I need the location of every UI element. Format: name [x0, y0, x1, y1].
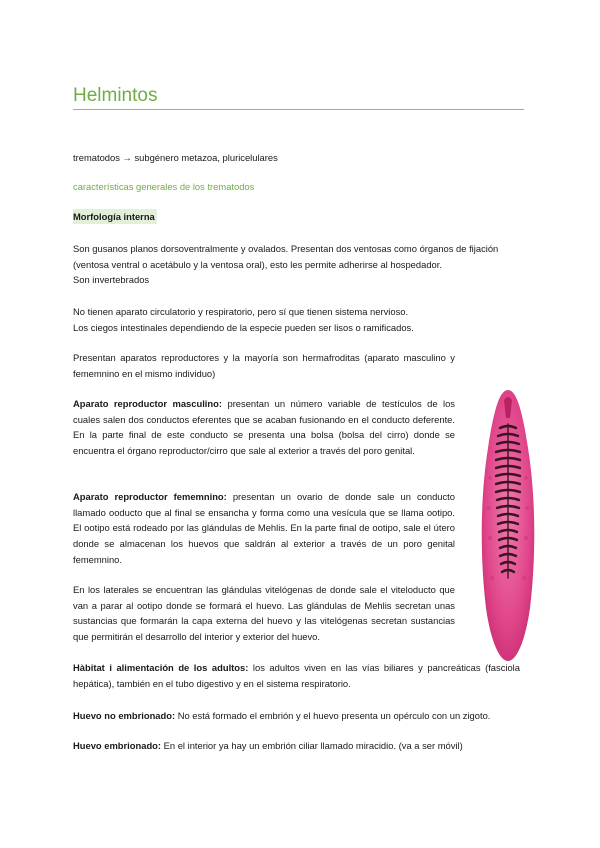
paragraph-unembryonated-egg	[73, 708, 520, 724]
embryonated-egg-label: Huevo embrionado:	[73, 740, 162, 751]
intro-line: trematodos → subgénero metazoa, pluricelulares	[73, 152, 278, 163]
paragraph-female-apparatus	[73, 489, 455, 568]
habitat-label: Hàbitat i alimentación de los adultos:	[73, 662, 249, 673]
unembryonated-egg-text: No está formado el embrión y el huevo presenta un opérculo con un zigoto.	[175, 710, 491, 721]
paragraph-vitelline-glands: En los laterales se encuentran las glándulas vitelógenas de donde sale el viteloducto que van a parar al ootipo donde se formará el huevo. Las glándulas de Mehlis secretan unas sustancias que formarán la capa externa del huevo y las vitelógenas secretan sustancias que permitirán el desarrollo del interior y exterior del huevo.	[73, 584, 455, 643]
paragraph-invertebrates: Son invertebrados	[73, 274, 150, 286]
paragraph-morphology-text: Son gusanos planos dorsoventralmente y ovalados. Presentan dos ventosas como órganos de fijación (ventosa ventral o acetábulo y la ventosa oral), esto les permite adherirse al hospedador.	[73, 243, 499, 270]
page-title: Helmintos	[73, 84, 158, 106]
paragraph-male-apparatus	[73, 396, 455, 459]
paragraph-systems-line2: Los ciegos intestinales dependiendo de la especie pueden ser lisos o ramificados.	[73, 321, 414, 333]
paragraph-systems-line1: No tienen aparato circulatorio y respiratorio, pero sí que tienen sistema nervioso.	[73, 306, 409, 317]
title-divider	[73, 109, 524, 110]
unembryonated-egg-label: Huevo no embrionado:	[73, 710, 176, 721]
trematode-specimen-image	[478, 388, 538, 663]
embryonated-egg-text: En el interior ya hay un embrión ciliar llamado miracidio. (va a ser móvil)	[161, 740, 463, 751]
section-label	[73, 209, 520, 225]
male-apparatus-text: presentan un número variable de testículos de los cuales salen dos conductos eferentes que se acaban fusionando en el conducto deferente. En la parte final de este conducto se presenta una bolsa (bolsa del cirro) donde se encuentra el órgano reproductor/cirro que sale al exterior a través del poro genital.	[73, 398, 455, 457]
paragraph-reproduction: Presentan aparatos reproductores y la mayoría son hermafroditas (aparato masculino y fememnino en el mismo individuo)	[73, 352, 455, 379]
habitat-text: los adultos viven en las vías biliares y pancreáticas (fasciola hepática), también en el tubo digestivo y en el sistema respiratorio.	[73, 662, 520, 689]
paragraph-embryonated-egg	[73, 738, 520, 754]
section-subheading: características generales de los trematodos	[73, 181, 255, 192]
male-apparatus-label: Aparato reproductor masculino:	[73, 398, 222, 409]
paragraph-systems	[73, 304, 520, 335]
paragraph-habitat	[73, 660, 520, 691]
section-label-text: Morfología interna	[73, 211, 155, 222]
paragraph-morphology	[73, 241, 520, 288]
female-apparatus-text: presentan un ovario de donde sale un conducto llamado ooducto que al final se ensancha y forma como una vesícula que se llama ootipo. El ootipo está rodeado por las glándulas de Mehlis. En la parte final de ootipo, sale el útero donde se almacenan los huevos que saldrán al exterior a través de un poro genital fememnino.	[73, 491, 456, 565]
female-apparatus-label: Aparato reproductor fememnino:	[73, 491, 227, 502]
